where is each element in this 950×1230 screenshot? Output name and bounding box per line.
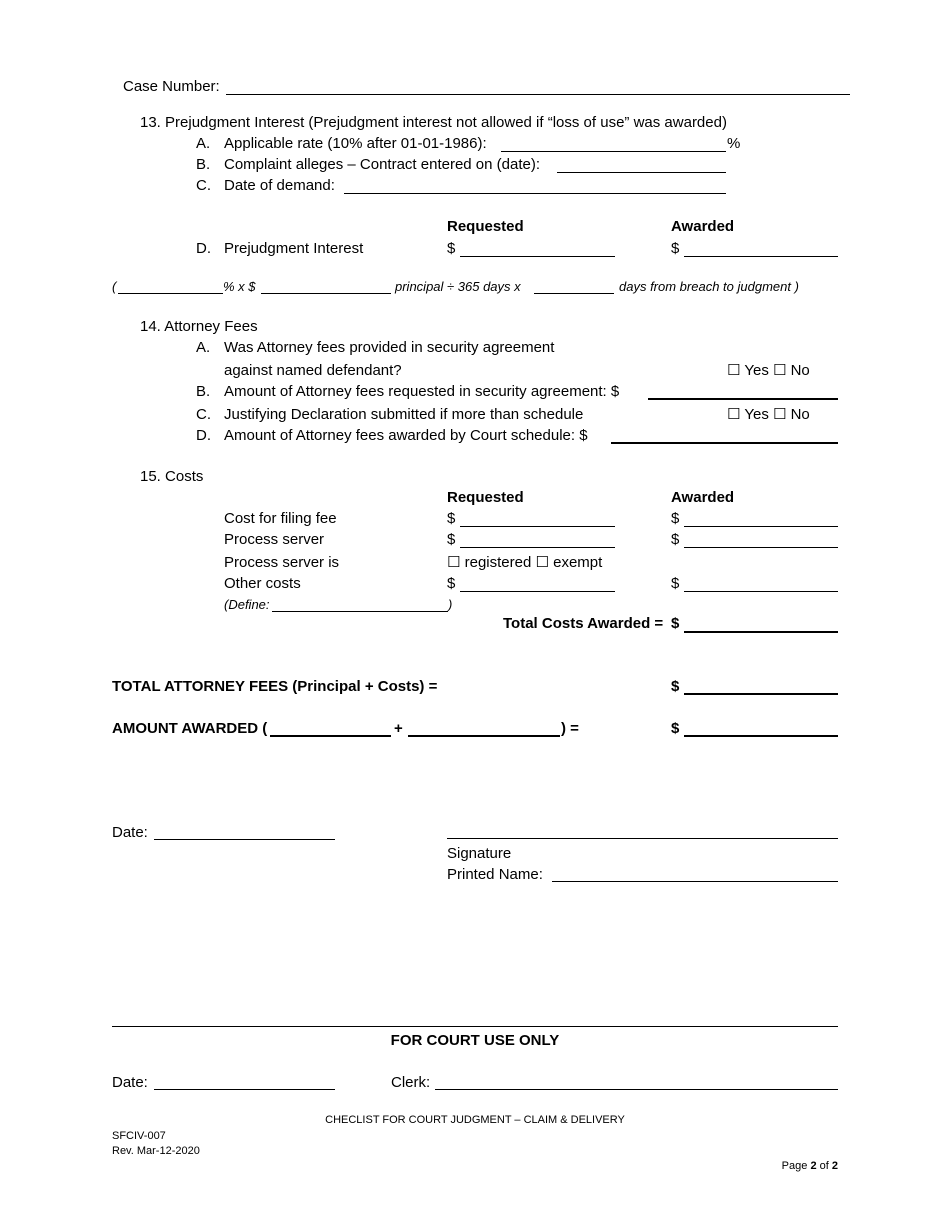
court-date-label: Date:	[112, 1074, 148, 1091]
item-14d-letter: D.	[196, 427, 211, 444]
requested-header: Requested	[447, 218, 524, 235]
process-server-requested-field[interactable]	[460, 547, 615, 548]
costs-requested-header: Requested	[447, 489, 524, 506]
item-14b-letter: B.	[196, 383, 211, 400]
date-field[interactable]	[154, 839, 335, 840]
other-costs-awarded-field[interactable]	[684, 591, 838, 592]
percent-sign: %	[727, 135, 741, 152]
plus-sign: +	[394, 720, 403, 737]
formula-principal-field[interactable]	[261, 293, 391, 294]
fees-awarded-field[interactable]	[611, 442, 838, 444]
filing-fee-label: Cost for filing fee	[224, 510, 337, 527]
dollar-sign: $	[671, 615, 680, 632]
interest-awarded-field[interactable]	[684, 256, 838, 257]
item-13a-label: Applicable rate (10% after 01-01-1986):	[224, 135, 487, 152]
other-costs-requested-field[interactable]	[460, 591, 615, 592]
clerk-label: Clerk:	[391, 1074, 431, 1091]
section-14-title: 14. Attorney Fees	[140, 318, 258, 335]
applicable-rate-field[interactable]	[501, 151, 726, 152]
total-costs-label: Total Costs Awarded =	[503, 615, 664, 632]
dollar-sign: $	[671, 575, 680, 592]
form-title: CHECLIST FOR COURT JUDGMENT – CLAIM & DELIVERY	[325, 1114, 625, 1126]
dollar-sign: $	[447, 531, 456, 548]
dollar-sign: $	[447, 510, 456, 527]
amount-awarded-first-field[interactable]	[270, 735, 391, 737]
dollar-sign: $	[447, 240, 456, 257]
contract-date-field[interactable]	[557, 172, 726, 173]
dollar-sign: $	[671, 678, 680, 695]
formula-days-field[interactable]	[534, 293, 614, 294]
item-14a-letter: A.	[196, 339, 211, 356]
process-server-label: Process server	[224, 531, 325, 548]
dollar-sign: $	[671, 720, 680, 737]
case-number-field[interactable]	[226, 94, 850, 95]
item-13c-label: Date of demand:	[224, 177, 335, 194]
declaration-yes-no[interactable]: ☐ Yes ☐ No	[727, 406, 810, 423]
total-attorney-fees-field[interactable]	[684, 693, 838, 695]
filing-fee-awarded-field[interactable]	[684, 526, 838, 527]
case-number-label: Case Number:	[123, 78, 220, 95]
item-13c-letter: C.	[196, 177, 211, 194]
item-13a-letter: A.	[196, 135, 211, 152]
close-paren-equals: ) =	[561, 720, 579, 737]
page-number: Page 2 of 2	[781, 1160, 838, 1172]
amount-awarded-second-field[interactable]	[408, 735, 560, 737]
define-field[interactable]	[272, 611, 448, 612]
awarded-header: Awarded	[671, 218, 735, 235]
printed-name-label: Printed Name:	[447, 866, 543, 883]
item-14a-label-line2: against named defendant?	[224, 362, 402, 379]
dollar-sign: $	[671, 531, 680, 548]
court-date-field[interactable]	[154, 1089, 335, 1090]
clerk-field[interactable]	[435, 1089, 838, 1090]
item-14a-label-line1: Was Attorney fees provided in security agreement	[224, 339, 555, 356]
costs-awarded-header: Awarded	[671, 489, 735, 506]
amount-awarded-label: AMOUNT AWARDED (	[112, 720, 268, 737]
filing-fee-requested-field[interactable]	[460, 526, 615, 527]
registered-exempt-checkboxes[interactable]: ☐ registered ☐ exempt	[447, 554, 603, 571]
item-13d-letter: D.	[196, 240, 211, 257]
security-agreement-yes-no[interactable]: ☐ Yes ☐ No	[727, 362, 810, 379]
item-14d-label: Amount of Attorney fees awarded by Court schedule: $	[224, 427, 588, 444]
formula-pct-label: % x $	[223, 279, 256, 294]
date-label: Date:	[112, 824, 148, 841]
form-revision: Rev. Mar-12-2020	[112, 1145, 200, 1157]
section-15-title: 15. Costs	[140, 468, 204, 485]
formula-rate-field[interactable]	[118, 293, 223, 294]
dollar-sign: $	[671, 510, 680, 527]
section-13-title: 13. Prejudgment Interest (Prejudgment interest not allowed if “loss of use” was awarded)	[140, 114, 727, 131]
item-14c-label: Justifying Declaration submitted if more than schedule	[224, 406, 584, 423]
dollar-sign: $	[671, 240, 680, 257]
item-14c-letter: C.	[196, 406, 211, 423]
define-close: )	[448, 597, 453, 612]
fees-requested-field[interactable]	[648, 398, 838, 400]
item-13b-label: Complaint alleges – Contract entered on (date):	[224, 156, 541, 173]
formula-days-label: days from breach to judgment )	[619, 279, 799, 294]
define-label: (Define:	[224, 597, 270, 612]
total-costs-field[interactable]	[684, 631, 838, 633]
printed-name-field[interactable]	[552, 881, 838, 882]
item-13d-label: Prejudgment Interest	[224, 240, 364, 257]
interest-requested-field[interactable]	[460, 256, 615, 257]
signature-label: Signature	[447, 845, 512, 862]
item-14b-label: Amount of Attorney fees requested in security agreement: $	[224, 383, 620, 400]
dollar-sign: $	[447, 575, 456, 592]
form-id: SFCIV-007	[112, 1130, 166, 1142]
total-attorney-fees-label: TOTAL ATTORNEY FEES (Principal + Costs) =	[112, 678, 438, 695]
process-server-is-label: Process server is	[224, 554, 340, 571]
signature-field[interactable]	[447, 838, 838, 839]
court-use-title: FOR COURT USE ONLY	[390, 1032, 560, 1049]
amount-awarded-total-field[interactable]	[684, 735, 838, 737]
other-costs-label: Other costs	[224, 575, 301, 592]
demand-date-field[interactable]	[344, 193, 726, 194]
process-server-awarded-field[interactable]	[684, 547, 838, 548]
formula-open-paren: (	[112, 279, 117, 294]
item-13b-letter: B.	[196, 156, 211, 173]
formula-principal-label: principal ÷ 365 days x	[395, 279, 521, 294]
court-use-divider	[112, 1026, 838, 1027]
